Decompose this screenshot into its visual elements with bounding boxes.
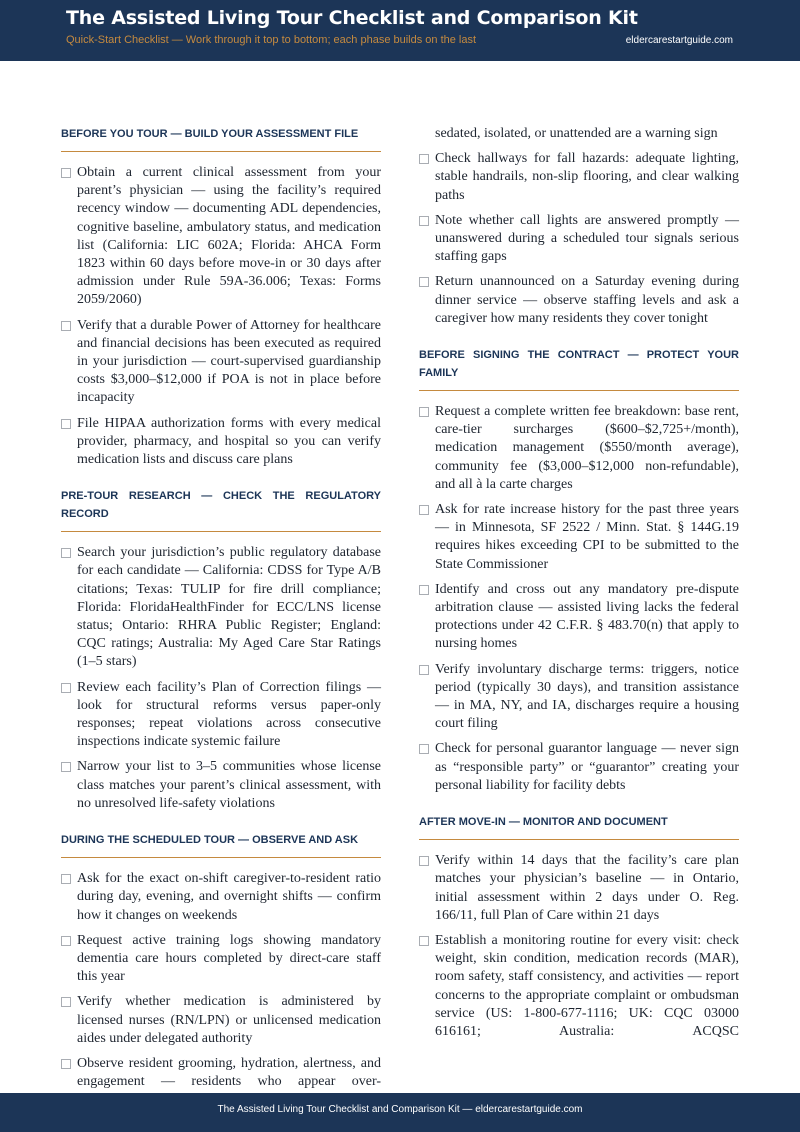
checklist-item-text: Verify whether medication is administered by licensed nurses (RN/LPN) or unlicensed medication aides under delegated authority [77, 994, 381, 1046]
checklist-item [61, 164, 381, 310]
checklist-item [61, 544, 381, 671]
checklist-item-text: Note whether call lights are answered promptly — unanswered during a scheduled tour signals serious staffing gaps [435, 212, 739, 265]
checklist-item-text: Ask for rate increase history for the past three years — in Minnesota, SF 2522 / Minn. Stat. § 144G.19 requires hikes exceeding CPI to be submitted to the State Commissioner [435, 502, 739, 572]
checkbox[interactable] [61, 997, 71, 1007]
checklist-item-text: Verify involuntary discharge terms: triggers, notice period (typically 30 days), and transition assistance — in MA, NY, and IA, discharges require a housing court filing [435, 661, 739, 732]
checkbox[interactable] [61, 874, 71, 884]
checkbox[interactable] [419, 665, 429, 675]
checklist-item [419, 150, 739, 205]
checkbox[interactable] [419, 216, 429, 226]
checklist-item-text: Search your jurisdiction’s public regulatory database for each candidate — California: CDSS for Type A/B citations; Texas: TULIP for fire drill compliance; Florida: FloridaHealthFinder for ECC/LNS license status; Ontario: RHRA Public Register; England: CQC ratings; Australia: My Aged Care Star Ratings (1–5 stars) [77, 545, 381, 670]
checkbox[interactable] [419, 407, 429, 417]
checklist-item [61, 317, 381, 408]
section-pre-tour-research [61, 487, 381, 813]
checkbox[interactable] [61, 762, 71, 772]
page-title: The Assisted Living Tour Checklist and Comparison Kit [66, 7, 638, 29]
checklist-item-text: Check hallways for fall hazards: adequate lighting, stable handrails, non-slip flooring, and clear walking paths [435, 151, 739, 203]
section-heading: BEFORE YOU TOUR — BUILD YOUR ASSESSMENT FILE [61, 125, 381, 152]
checkbox[interactable] [61, 1059, 71, 1069]
checklist-item-text: Request a complete written fee breakdown: base rent, care-tier surcharges ($600–$2,725+/month), medication management ($550/month average), community fee ($3,000–$12,000 non-refundable), and all à la carte charges [435, 404, 739, 492]
checklist-item-text: File HIPAA authorization forms with every medical provider, pharmacy, and hospital so you can verify medication lists and discuss care plans [77, 415, 381, 468]
checklist-item-text: Request active training logs showing mandatory dementia care hours completed by direct-care staff this year [77, 932, 381, 985]
checklist-item [61, 993, 381, 1048]
footer-text: The Assisted Living Tour Checklist and Comparison Kit — eldercarestartguide.com [217, 1104, 583, 1115]
checkbox[interactable] [419, 936, 429, 946]
checkbox[interactable] [61, 683, 71, 693]
section-before-you-tour [61, 125, 381, 469]
section-before-signing [419, 346, 739, 795]
checklist-item-text: Identify and cross out any mandatory pre-dispute arbitration clause — assisted living lacks the federal protections under 42 C.F.R. § 483.70(n) that apply to nursing homes [435, 581, 739, 652]
checkbox[interactable] [419, 744, 429, 754]
checklist-item-text: Return unannounced on a Saturday evening during dinner service — observe staffing levels and ask a caregiver how many residents they cover tonight [435, 274, 739, 326]
left-column [61, 125, 381, 1098]
right-column [419, 125, 739, 1048]
section-heading: PRE-TOUR RESEARCH — CHECK THE REGULATORY RECORD [61, 487, 381, 532]
checklist-item-text: Narrow your list to 3–5 communities whose license class matches your parent’s clinical assessment, with no unresolved life-safety violations [77, 759, 381, 811]
page-subtitle: Quick-Start Checklist — Work through it top to bottom; each phase builds on the last [66, 34, 477, 46]
checklist-item-continuation: sedated, isolated, or unattended are a warning sign [435, 126, 718, 141]
page-header [0, 0, 800, 61]
checklist-item [419, 581, 739, 654]
checklist-item [61, 1055, 381, 1091]
checklist-item [61, 932, 381, 987]
checkbox[interactable] [61, 168, 71, 178]
checkbox[interactable] [419, 277, 429, 287]
section-after-move-in [419, 813, 739, 1041]
checkbox[interactable] [419, 856, 429, 866]
checkbox[interactable] [61, 548, 71, 558]
checklist-item [61, 415, 381, 470]
checklist-item [61, 870, 381, 925]
checkbox[interactable] [419, 585, 429, 595]
checkbox[interactable] [419, 154, 429, 164]
checklist-item [419, 212, 739, 267]
checklist-item-text: Check for personal guarantor language — never sign as “responsible party” or “guarantor” creating your personal liability for facility debts [435, 741, 739, 793]
checklist-item-text: Ask for the exact on-shift caregiver-to-resident ratio during day, evening, and overnight shifts — confirm how it changes on weekends [77, 871, 381, 923]
checklist-item [419, 273, 739, 328]
checkbox[interactable] [61, 419, 71, 429]
checklist-item [61, 758, 381, 813]
checklist-item [419, 403, 739, 494]
checklist-item [419, 932, 739, 1041]
checkbox[interactable] [419, 505, 429, 515]
checklist-item [419, 661, 739, 734]
checklist-item-text: Review each facility’s Plan of Correction filings — look for structural reforms versus paper-only responses; repeat violations across consecutive inspections indicate systemic failure [77, 679, 381, 750]
section-heading: DURING THE SCHEDULED TOUR — OBSERVE AND ASK [61, 831, 381, 858]
checklist-item-text: Verify within 14 days that the facility’s care plan matches your physician’s baseline — in Ontario, initial assessment within 2 days under O. Reg. 166/11, full Plan of Care within 21 days [435, 853, 739, 923]
checklist-item [419, 501, 739, 574]
checklist-item [419, 740, 739, 795]
section-heading: AFTER MOVE-IN — MONITOR AND DOCUMENT [419, 813, 739, 840]
checkbox[interactable] [61, 936, 71, 946]
site-url: eldercarestartguide.com [625, 35, 733, 46]
checklist-item-text: Obtain a current clinical assessment from your parent’s physician — using the facility’s required recency window — documenting ADL dependencies, cognitive baseline, ambulatory status, and medication list (California: LIC 602A; Florida: AHCA Form 1823 within 60 days before move-in or 30 days after admission under Rule 59A-36.006; Texas: Forms 2059/2060) [77, 165, 381, 308]
checklist-item-text: Observe resident grooming, hydration, alertness, and engagement — residents who appear over- [77, 1055, 381, 1090]
page-footer [0, 1093, 800, 1132]
section-heading: BEFORE SIGNING THE CONTRACT — PROTECT YOUR FAMILY [419, 346, 739, 391]
checkbox[interactable] [61, 321, 71, 331]
checklist-item [419, 852, 739, 925]
checklist-item [61, 679, 381, 752]
checklist-item-text: Verify that a durable Power of Attorney for healthcare and financial decisions has been executed as required in your jurisdiction — court-supervised guardianship costs $3,000–$12,000 if POA is not in place before incapacity [77, 317, 381, 406]
checklist-item-text: Establish a monitoring routine for every visit: check weight, skin condition, medication records (MAR), room safety, staff consistency, and activities — report concerns to the appropriate complaint or ombudsman service (US: 1-800-677-1116; UK: CQC 03000 616161; Australia: ACQSC [435, 932, 739, 1039]
section-during-tour [61, 831, 381, 1091]
